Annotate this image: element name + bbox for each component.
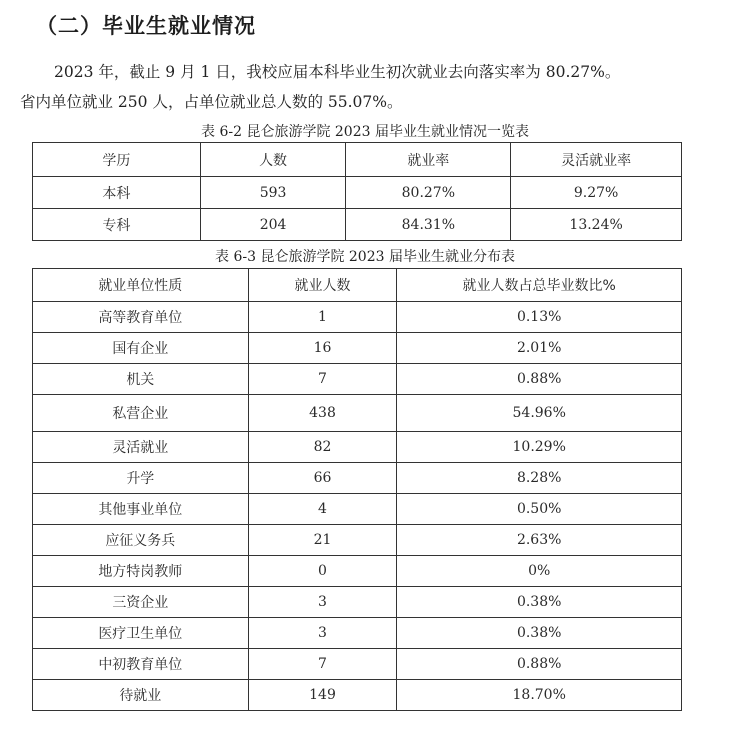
table-row	[33, 177, 682, 209]
cell-employed-count: 16	[248, 333, 397, 364]
cell-employed-count: 7	[248, 649, 397, 680]
cell-employer-type: 三资企业	[33, 587, 249, 618]
table-header-row	[33, 269, 682, 302]
header-count: 人数	[200, 143, 346, 177]
cell-percentage: 0%	[397, 556, 682, 587]
cell-percentage: 2.63%	[397, 525, 682, 556]
cell-percentage: 18.70%	[397, 680, 682, 711]
header-flexible-employment-rate: 灵活就业率	[511, 143, 682, 177]
table-row	[33, 364, 682, 395]
cell-employed-count: 4	[248, 494, 397, 525]
cell-employer-type: 地方特岗教师	[33, 556, 249, 587]
table-row	[33, 395, 682, 432]
table2-caption: 表 6-3 昆仑旅游学院 2023 届毕业生就业分布表	[215, 249, 515, 265]
employment-distribution-table	[32, 268, 682, 711]
cell-percentage: 0.38%	[397, 618, 682, 649]
table-row	[33, 525, 682, 556]
header-employer-type: 就业单位性质	[33, 269, 249, 302]
header-education: 学历	[33, 143, 201, 177]
table-row	[33, 333, 682, 364]
table-row	[33, 432, 682, 463]
cell-employer-type: 医疗卫生单位	[33, 618, 249, 649]
header-employed-count: 就业人数	[248, 269, 397, 302]
cell-employed-count: 3	[248, 618, 397, 649]
cell-percentage: 0.50%	[397, 494, 682, 525]
cell-percentage: 54.96%	[397, 395, 682, 432]
cell-count: 204	[200, 209, 346, 241]
cell-employed-count: 66	[248, 463, 397, 494]
cell-employer-type: 高等教育单位	[33, 302, 249, 333]
cell-education: 专科	[33, 209, 201, 241]
cell-employer-type: 私营企业	[33, 395, 249, 432]
cell-employed-count: 7	[248, 364, 397, 395]
section-heading: （二）毕业生就业情况	[36, 14, 256, 38]
cell-employed-count: 1	[248, 302, 397, 333]
table-row	[33, 649, 682, 680]
cell-employer-type: 其他事业单位	[33, 494, 249, 525]
table1-caption: 表 6-2 昆仑旅游学院 2023 届毕业生就业情况一览表	[201, 124, 529, 140]
cell-flexible-rate: 13.24%	[511, 209, 682, 241]
cell-percentage: 0.88%	[397, 364, 682, 395]
cell-employed-count: 0	[248, 556, 397, 587]
cell-percentage: 2.01%	[397, 333, 682, 364]
cell-employer-type: 灵活就业	[33, 432, 249, 463]
cell-education: 本科	[33, 177, 201, 209]
cell-percentage: 0.13%	[397, 302, 682, 333]
cell-percentage: 0.88%	[397, 649, 682, 680]
table-row	[33, 209, 682, 241]
cell-employer-type: 应征义务兵	[33, 525, 249, 556]
cell-employer-type: 机关	[33, 364, 249, 395]
cell-percentage: 10.29%	[397, 432, 682, 463]
table-row	[33, 494, 682, 525]
table-header-row	[33, 143, 682, 177]
cell-employer-type: 国有企业	[33, 333, 249, 364]
cell-percentage: 0.38%	[397, 587, 682, 618]
cell-employed-count: 82	[248, 432, 397, 463]
table-row	[33, 618, 682, 649]
cell-count: 593	[200, 177, 346, 209]
cell-employed-count: 149	[248, 680, 397, 711]
table-row	[33, 556, 682, 587]
table-row	[33, 587, 682, 618]
cell-employment-rate: 80.27%	[346, 177, 511, 209]
cell-employer-type: 待就业	[33, 680, 249, 711]
cell-percentage: 8.28%	[397, 463, 682, 494]
paragraph-line-1: 2023 年，截止 9 月 1 日，我校应届本科毕业生初次就业去向落实率为 80.27%。	[54, 63, 621, 81]
cell-flexible-rate: 9.27%	[511, 177, 682, 209]
table-row	[33, 302, 682, 333]
cell-employer-type: 中初教育单位	[33, 649, 249, 680]
cell-employer-type: 升学	[33, 463, 249, 494]
cell-employed-count: 3	[248, 587, 397, 618]
header-percentage: 就业人数占总毕业数比%	[397, 269, 682, 302]
cell-employment-rate: 84.31%	[346, 209, 511, 241]
graduate-employment-summary-table	[32, 142, 682, 241]
table-row	[33, 463, 682, 494]
cell-employed-count: 438	[248, 395, 397, 432]
paragraph-line-2: 省内单位就业 250 人，占单位就业总人数的 55.07%。	[20, 93, 403, 111]
table-row	[33, 680, 682, 711]
header-employment-rate: 就业率	[346, 143, 511, 177]
cell-employed-count: 21	[248, 525, 397, 556]
